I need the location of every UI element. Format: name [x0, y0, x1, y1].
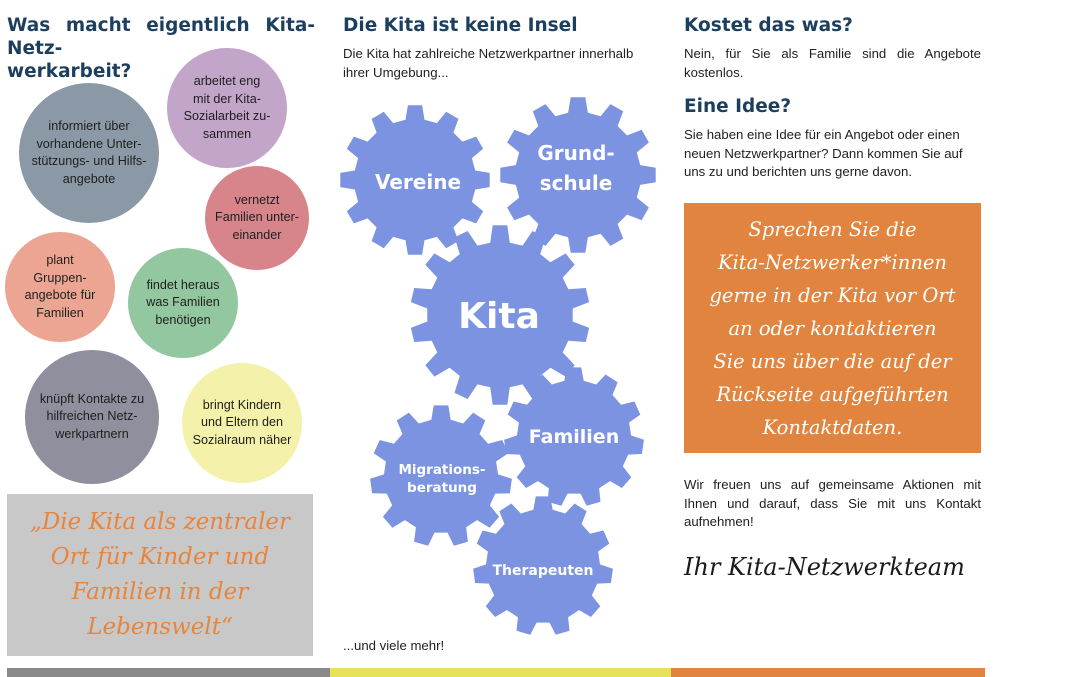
callout-text: Sprechen Sie die Kita-Netzwerker*innen gerne in der Kita vor Ort an oder kontaktieren Sie uns über die auf der Rückseite aufgeführten Kontaktdaten.: [709, 217, 956, 439]
bubble-informiert: [19, 83, 159, 223]
bubble-plant: [5, 232, 115, 342]
bubble-kontakte-text: knüpft Kontakte zu hilfreichen Netz- werkpartnern: [39, 391, 145, 441]
bubble-informiert-text: informiert über vorhandene Unter- stützungs- und Hilfs- angebote: [31, 119, 147, 186]
bubble-findet: [128, 248, 238, 358]
quote-box: [7, 494, 313, 656]
cost-title: Kostet das was?: [684, 15, 853, 36]
bubble-plant-text: plant Gruppen- angebote für Familien: [24, 253, 96, 320]
footer-bar-orange: [671, 668, 985, 677]
gear-label-therapeuten: Therapeuten: [492, 563, 594, 579]
left-column-title: Was macht eigentlich Kita-Netz- werkarbeit?: [7, 15, 315, 82]
bubble-sozialraum-text: bringt Kindern und Eltern den Sozialraum näher: [192, 397, 292, 447]
gear-label-grundschule-2: schule: [539, 171, 613, 195]
gear-label-migration-2: beratung: [407, 480, 477, 496]
cost-text: Nein, für Sie als Familie sind die Angebote kostenlos.: [684, 46, 981, 80]
gear-label-migration-1: Migrations-: [398, 462, 486, 478]
bubble-sozialarbeit-text: arbeitet eng mit der Kita- Sozialarbeit zu- sammen: [183, 74, 271, 141]
idea-text: Sie haben eine Idee für ein Angebot oder einen neuen Netzwerkpartner? Dann kommen Sie auf uns zu und berichten uns gerne davon.: [684, 127, 963, 179]
bubble-kontakte: [25, 350, 159, 484]
callout-box: [684, 203, 981, 453]
gear-label-vereine: Vereine: [374, 170, 462, 194]
footer-bar-yellow: [330, 668, 671, 677]
bubble-sozialarbeit: [167, 48, 287, 168]
closing-text: Wir freuen uns auf gemeinsame Aktionen mit Ihnen und darauf, dass Sie mit uns Kontakt aufnehmen!: [684, 477, 981, 529]
idea-title: Eine Idee?: [684, 96, 792, 117]
gear-label-kita: Kita: [458, 296, 540, 337]
bubble-vernetzt-text: vernetzt Familien unter- einander: [215, 192, 299, 242]
gear-label-familien: Familien: [528, 426, 620, 448]
bubble-sozialraum: [182, 363, 302, 483]
bubble-vernetzt: [205, 166, 309, 270]
middle-outro-text: ...und viele mehr!: [343, 638, 445, 653]
middle-intro-text: Die Kita hat zahlreiche Netzwerkpartner innerhalb ihrer Umgebung...: [343, 46, 634, 80]
quote-text: „Die Kita als zentraler Ort für Kinder und Familien in der Lebenswelt“: [29, 509, 291, 640]
gear-label-grundschule-1: Grund-: [537, 141, 615, 165]
bubble-findet-text: findet heraus was Familien benötigen: [146, 277, 220, 327]
signature: Ihr Kita-Netzwerkteam: [684, 553, 965, 581]
footer-bar-grey: [7, 668, 330, 677]
gear-diagram: [340, 90, 660, 645]
middle-column-title: Die Kita ist keine Insel: [343, 15, 578, 36]
